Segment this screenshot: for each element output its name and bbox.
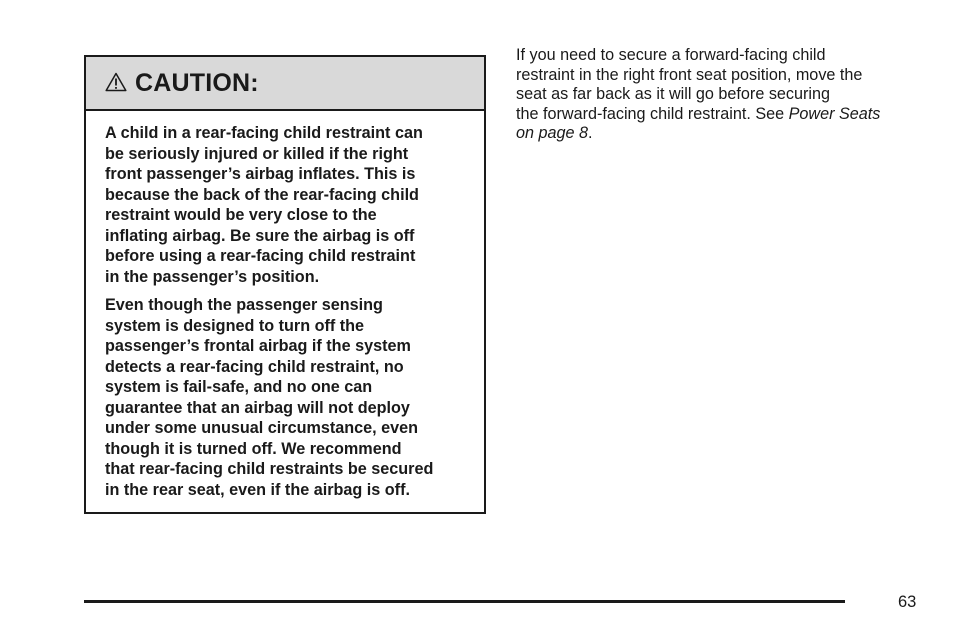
body-paragraph-text: If you need to secure a forward-facing child restraint in the right front seat position, move the seat as far back as it will go before securing the forward-facing child restraint. See [516, 46, 863, 123]
caution-paragraph-1: A child in a rear-facing child restraint can be seriously injured or killed if the right front passenger’s airbag inflates. This is because the back of the rear-facing child restraint would be very close to the inflating airbag. Be sure the airbag is off before using a rear-facing child restraint in the passenger’s position. [105, 124, 423, 286]
footer-rule [84, 600, 845, 603]
caution-paragraph-2: Even though the passenger sensing system is designed to turn off the passenger’s frontal airbag if the system detects a rear-facing child restraint, no system is fail-safe, and no one can guarantee that an airbag will not deploy under some unusual circumstance, even though it is turned off. We recommend that rear-facing child restraints be secured in the rear seat, even if the airbag is off. [105, 296, 434, 499]
caution-body [86, 111, 484, 500]
caution-header [86, 57, 484, 111]
cross-reference-link[interactable]: Power Seats on page 8 [516, 104, 881, 142]
page-number: 63 [898, 593, 917, 611]
warning-triangle-icon [105, 72, 127, 92]
body-paragraph [516, 46, 926, 144]
caution-title: CAUTION: [135, 68, 259, 97]
body-paragraph-end: . [588, 124, 593, 142]
caution-box [84, 55, 486, 514]
